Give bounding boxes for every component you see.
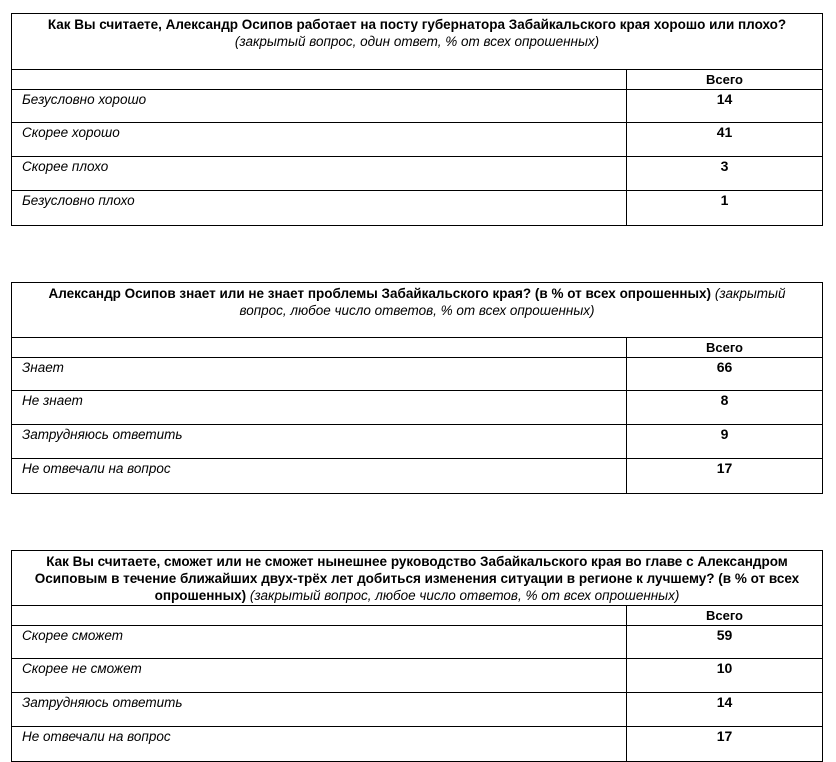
table-row: [12, 425, 822, 459]
answer-label: Скорее сможет: [12, 626, 627, 658]
question-note: (закрытый вопрос, один ответ, % от всех опрошенных): [234, 34, 600, 49]
table-row: [12, 727, 822, 761]
column-header-total: Всего: [705, 72, 744, 87]
answer-label: Знает: [12, 358, 627, 390]
column-header-total: Всего: [705, 608, 744, 623]
column-header-row: [12, 70, 822, 90]
answer-value: 8: [720, 392, 729, 408]
table-header: [12, 14, 822, 70]
answer-value: 9: [720, 426, 729, 442]
question-note: (закрытый вопрос, любое число ответов, % от всех опрошенных): [239, 286, 786, 318]
table-header: [12, 283, 822, 338]
question-text: Как Вы считаете, сможет или не сможет нынешнее руководство Забайкальского края во главе с Александром Осиповым в течение ближайших двух-трёх лет добиться изменения ситуации в регионе к лучшему? (в % от всех опрошенных): [34, 554, 800, 603]
question-text: Александр Осипов знает или не знает проблемы Забайкальского края? (в % от всех опрошенных): [48, 286, 712, 301]
table-row: [12, 90, 822, 123]
table-row: [12, 459, 822, 493]
table-header: [12, 551, 822, 606]
table-row: [12, 626, 822, 659]
question-note: (закрытый вопрос, любое число ответов, % от всех опрошенных): [249, 588, 680, 603]
answer-value: 14: [716, 694, 733, 710]
answer-label: Скорее хорошо: [12, 123, 627, 156]
table-row: [12, 358, 822, 391]
table-row: [12, 693, 822, 727]
table-row: [12, 123, 822, 157]
answer-value: 41: [716, 124, 733, 140]
answer-label: Безусловно плохо: [12, 191, 627, 225]
column-header-total: Всего: [705, 340, 744, 355]
answer-value: 14: [716, 91, 733, 107]
answer-value: 17: [716, 728, 733, 744]
answer-label: Не отвечали на вопрос: [12, 727, 627, 761]
table-row: [12, 157, 822, 191]
answer-value: 59: [716, 627, 733, 643]
answer-label: Скорее не сможет: [12, 659, 627, 692]
survey-table-knows-problems: [11, 282, 823, 494]
answer-label: Затрудняюсь ответить: [12, 425, 627, 458]
table-row: [12, 391, 822, 425]
answer-value: 66: [716, 359, 733, 375]
survey-table-situation-improvement: [11, 550, 823, 762]
answer-label: Скорее плохо: [12, 157, 627, 190]
table-row: [12, 191, 822, 225]
answer-label: Безусловно хорошо: [12, 90, 627, 122]
answer-value: 17: [716, 460, 733, 476]
column-header-row: [12, 338, 822, 358]
survey-table-governor-rating: [11, 13, 823, 226]
column-header-row: [12, 606, 822, 626]
answer-label: Не знает: [12, 391, 627, 424]
answer-value: 1: [720, 192, 729, 208]
table-row: [12, 659, 822, 693]
question-text: Как Вы считаете, Александр Осипов работает на посту губернатора Забайкальского края хорошо или плохо?: [47, 17, 787, 32]
answer-value: 3: [720, 158, 729, 174]
answer-label: Не отвечали на вопрос: [12, 459, 627, 493]
answer-value: 10: [716, 660, 733, 676]
answer-label: Затрудняюсь ответить: [12, 693, 627, 726]
